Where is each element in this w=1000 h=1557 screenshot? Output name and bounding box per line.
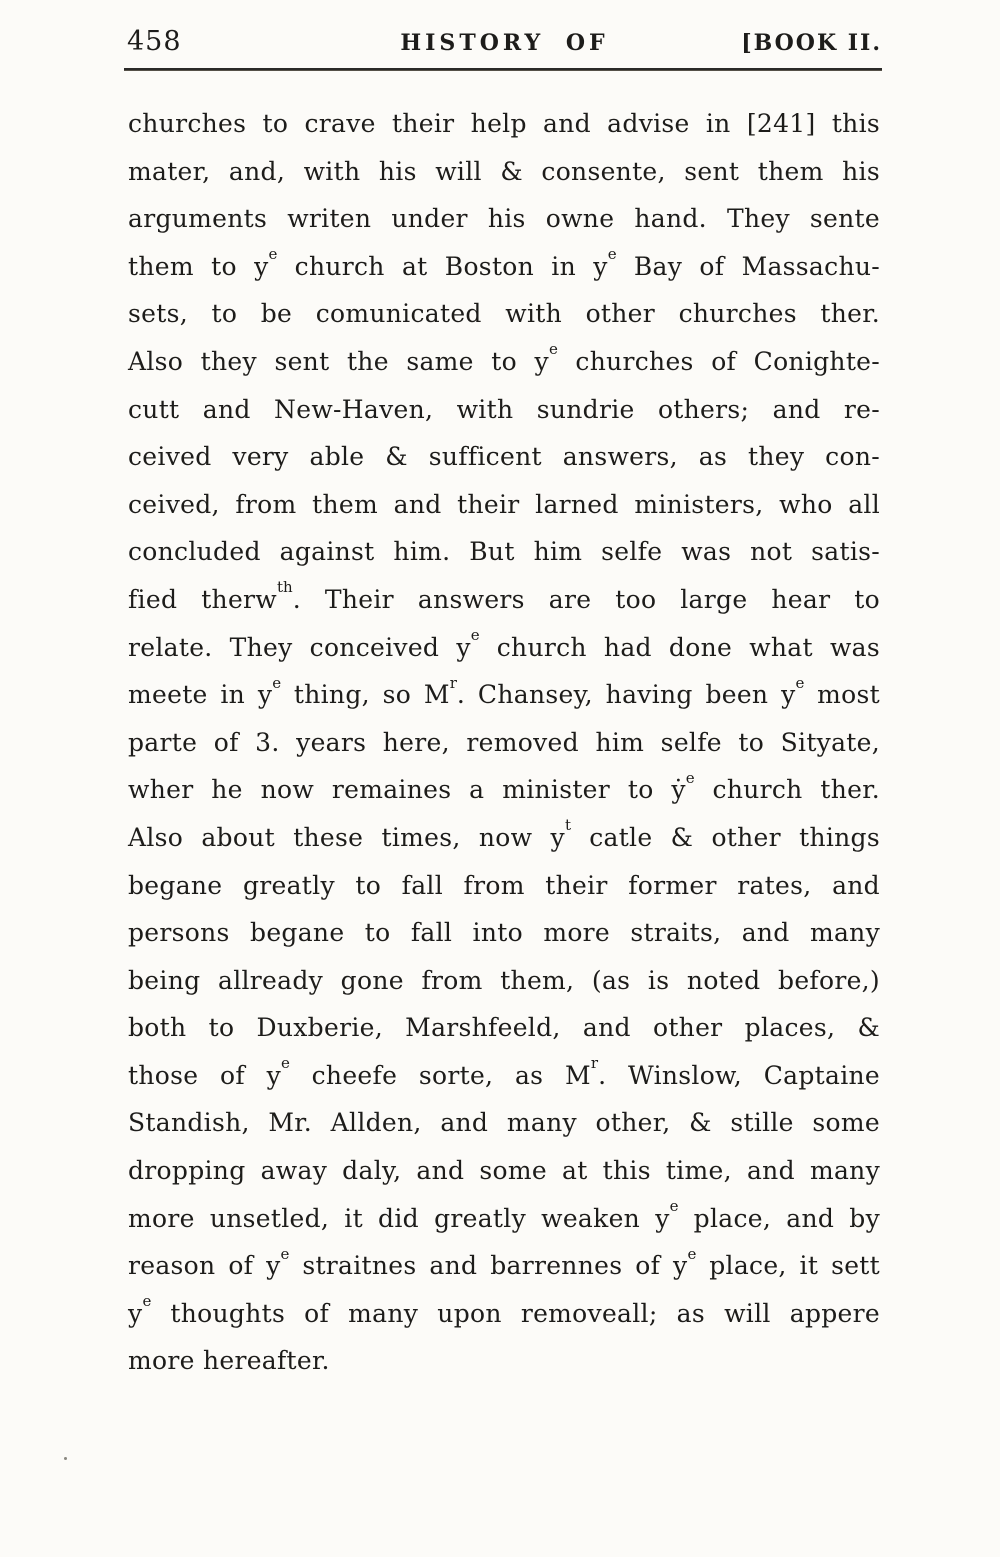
text-line: fied therw$^{th}$. Their answers are too large hear to: [128, 578, 880, 614]
text-line: mater, and, with his will & consente, sent them his: [128, 156, 880, 186]
text-line: more hereafter.: [128, 1346, 330, 1376]
text-line: Also about these times, now $y^t$ catle & other things: [128, 816, 880, 852]
page-header: [127, 26, 882, 57]
text-line: ceived very able & sufficent answers, as they con-: [128, 442, 880, 472]
text-line: more unsetled, it did greatly weaken $y^e$ place, and by: [128, 1197, 881, 1233]
running-title: HISTORY OF: [400, 30, 609, 56]
text-line: persons begane to fall into more straits, and many: [128, 918, 880, 948]
header-rule: [124, 68, 882, 71]
scan-speck: [64, 1457, 67, 1460]
text-line: relate. They conceived $y^e$ church had done what was: [128, 625, 880, 662]
page-number: 458: [127, 26, 182, 57]
text-line: parte of 3. years here, removed him selfe to Sityate,: [128, 727, 880, 757]
text-line: wher he now remaines a minister to ẏ$^e$ church ther.: [128, 768, 880, 805]
text-line: sets, to be comunicated with other churches ther.: [128, 299, 880, 329]
text-line: reason of $y^e$ straitnes and barrennes of $y^e$ place, it sett: [128, 1244, 880, 1281]
text-line: $y^e$ thoughts of many upon removeall; as will appere: [128, 1292, 880, 1328]
text-line: Also they sent the same to $y^e$ churches of Conighte-: [128, 340, 881, 376]
text-line: both to Duxberie, Marshfeeld, and other places, &: [128, 1013, 880, 1043]
text-line: them to $y^e$ church at Boston in $y^e$ Bay of Massachu-: [128, 245, 880, 281]
text-line: meete in $y^e$ thing, so $M^r$. Chansey, having been $y^e$ most: [128, 673, 880, 710]
text-line: ceived, from them and their larned ministers, who all: [128, 489, 880, 519]
page-body: [128, 100, 880, 1385]
book-label: [BOOK II.: [741, 30, 882, 56]
text-line: dropping away daly, and some at this time, and many: [128, 1156, 880, 1186]
text-line: begane greatly to fall from their former rates, and: [128, 870, 880, 900]
text-line: those of $y^e$ cheefe sorte, as $M^r$. Winslow, Captaine: [128, 1054, 880, 1090]
text-line: churches to crave their help and advise in [241] this: [128, 109, 880, 138]
text-line: Standish, Mr. Allden, and many other, & stille some: [128, 1108, 880, 1138]
text-line: cutt and New-Haven, with sundrie others; and re-: [128, 394, 880, 424]
text-line: arguments writen under his owne hand. They sente: [128, 204, 880, 234]
text-line: being allready gone from them, (as is noted before,): [128, 965, 880, 995]
text-line: concluded against him. But him selfe was not satis-: [128, 537, 880, 567]
